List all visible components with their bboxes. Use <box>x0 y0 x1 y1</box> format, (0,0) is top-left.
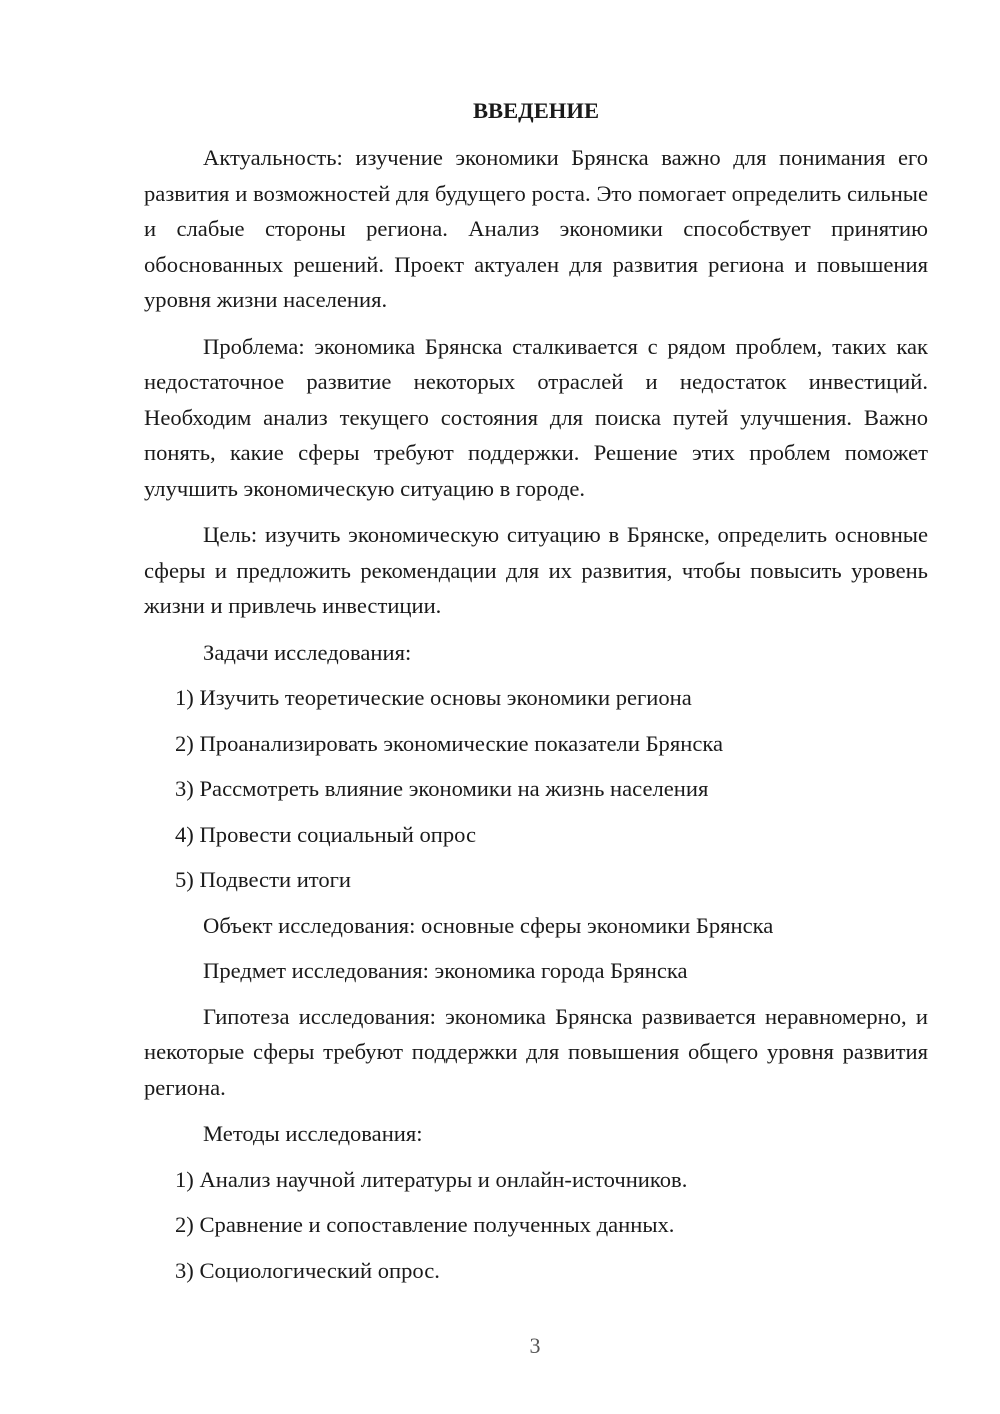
hypothesis-paragraph: Гипотеза исследования: экономика Брянска развивается неравномерно, и некоторые сферы требуют поддержки для повышения общего уровня развития региона. <box>144 1003 928 1100</box>
tasks-list <box>144 680 928 898</box>
method-item: 2) Сравнение и сопоставление полученных данных. <box>175 1212 675 1237</box>
method-item: 3) Социологический опрос. <box>175 1257 440 1283</box>
task-item: 4) Провести социальный опрос <box>175 821 477 847</box>
research-object: Объект исследования: основные сферы экономики Брянска <box>203 912 774 938</box>
problem-paragraph: Проблема: экономика Брянска сталкивается с рядом проблем, таких как недостаточное развитие некоторых отраслей и недостаток инвестиций. Необходим анализ текущего состояния для поиска путей улучшения. Важно понять, какие сферы требуют поддержки. Решение этих проблем поможет улучшить экономическую ситуацию в городе. <box>144 333 928 501</box>
relevance-paragraph: Актуальность: изучение экономики Брянска важно для понимания его развития и возможностей для будущего роста. Это помогает определить сильные и слабые стороны региона. Анализ экономики способствует принятию обоснованных решений. Проект актуален для развития региона и повышения уровня жизни населения. <box>144 145 928 312</box>
tasks-heading: Задачи исследования: <box>203 639 412 665</box>
methods-list <box>144 1162 928 1289</box>
task-item: 1) Изучить теоретические основы экономики региона <box>175 685 692 710</box>
page-title: ВВЕДЕНИЕ <box>472 98 600 123</box>
research-subject: Предмет исследования: экономика города Брянска <box>203 958 688 983</box>
task-item: 5) Подвести итоги <box>175 867 352 892</box>
page-number: 3 <box>529 1333 541 1358</box>
task-item: 2) Проанализировать экономические показатели Брянска <box>175 730 724 756</box>
goal-paragraph: Цель: изучить экономическую ситуацию в Брянске, определить основные сферы и предложить рекомендации для их развития, чтобы повысить уровень жизни и привлечь инвестиции. <box>144 522 928 618</box>
page-content <box>144 96 928 1298</box>
method-item: 1) Анализ научной литературы и онлайн-источников. <box>175 1166 688 1192</box>
methods-heading: Методы исследования: <box>203 1121 423 1146</box>
task-item: 3) Рассмотреть влияние экономики на жизнь населения <box>175 776 709 801</box>
